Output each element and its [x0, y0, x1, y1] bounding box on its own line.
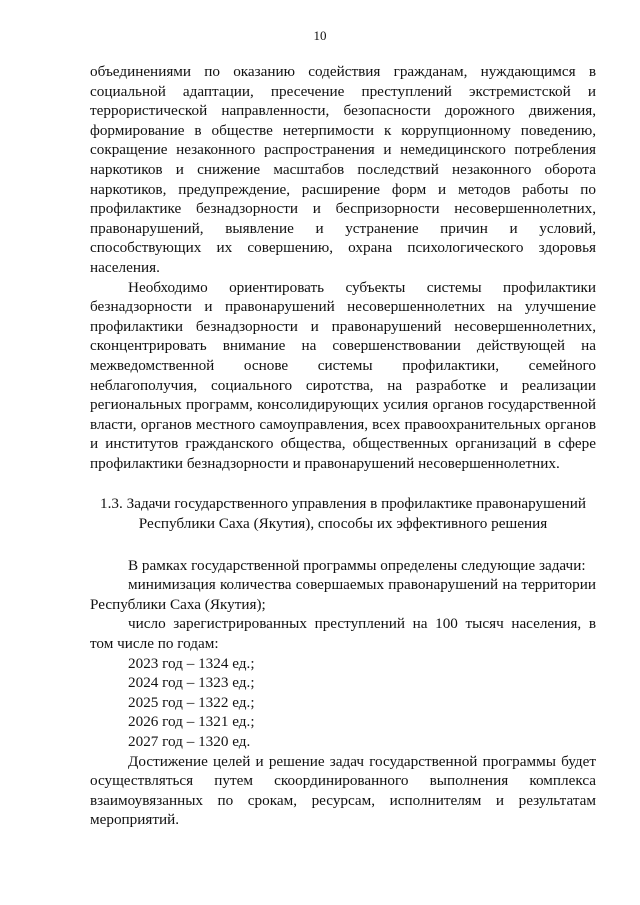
task-item-1: минимизация количества совершаемых правонарушений на территории Республики Саха (Якутия); [90, 576, 596, 613]
year-target-2026: 2026 год – 1321 ед.; [128, 713, 255, 731]
paragraph-prevention-focus: Необходимо ориентировать субъекты системы профилактики безнадзорности и правонарушений несовершеннолетних на улучшение профилактики безнадзорности и правонарушений несовершеннолетних, сконцентрировать внимание на совершенствовании действующей на межведомственной основе системы профилактики, семейного неблагополучия, социального сиротства, на разработке и реализации региональных программ, консолидирующих усилия органов государственной власти, органов местного самоуправления, всех правоохранительных органов и институтов гражданского общества, общественных организаций в сфере профилактики безнадзорности и правонарушений несовершеннолетних. [90, 278, 596, 472]
tasks-intro: В рамках государственной программы определены следующие задачи: [128, 556, 586, 574]
section-heading [90, 494, 596, 533]
task-item-2: число зарегистрированных преступлений на 100 тысяч населения, в том числе по годам: [90, 615, 596, 653]
year-target-2023: 2023 год – 1324 ед.; [128, 654, 255, 672]
paragraph-continuation: объединениями по оказанию содействия гражданам, нуждающимся в социальной адаптации, пресечение преступлений экстремистской и террористической направленности, безопасности дорожного движения, формирование в обществе нетерпимости к коррупционному поведению, сокращение незаконного распространения и немедицинского потребления наркотиков и снижение масштабов последствий незаконного оборота наркотиков, предупреждение, расширение форм и методов работы по профилактике безнадзорности и беспризорности несовершеннолетних, правонарушений, выявление и устранение причин и условий, способствующих их совершению, охрана психологического здоровья населения. [90, 63, 596, 276]
section-heading-line-2: Республики Саха (Якутия), способы их эффективного решения [138, 515, 548, 533]
year-target-2024: 2024 год – 1323 ед.; [128, 674, 255, 692]
document-body [90, 62, 596, 830]
section-heading-line-1: 1.3. Задачи государственного управления в профилактике правонарушений [100, 495, 586, 513]
page-number: 10 [313, 28, 327, 43]
paragraph-conclusion: Достижение целей и решение задач государственной программы будет осуществляться путем скоординированного выполнения комплекса взаимоувязанных по срокам, ресурсам, исполнителям и результатам мероприятий. [90, 752, 596, 829]
year-target-2027: 2027 год – 1320 ед. [128, 733, 251, 750]
year-target-2025: 2025 год – 1322 ед.; [128, 693, 255, 711]
